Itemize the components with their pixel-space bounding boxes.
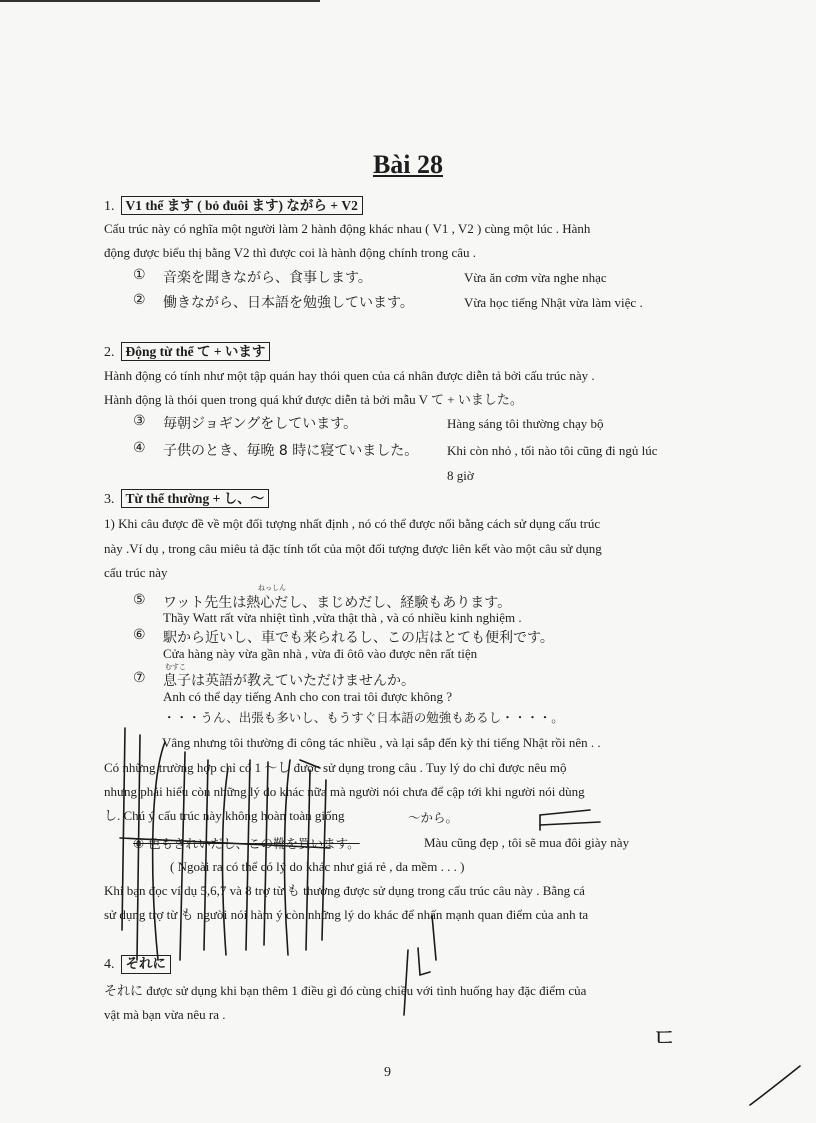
example-8-vi: Màu cũng đẹp , tôi sẽ mua đôi giày này: [424, 835, 630, 850]
section-2-number: 2.: [104, 345, 115, 360]
section-3-line-3: nhưng phải hiểu còn những lý do khác nữa mà người nói chưa để cập tới khi người nói dùng: [104, 784, 585, 799]
section-2-desc-1: Hành động có tính như một tập quán hay thói quen của cá nhân được diễn tả bởi cấu trúc này .: [104, 368, 595, 383]
pen-stroke: [122, 728, 125, 930]
section-4-line-1: それに được sử dụng khi bạn thêm 1 điều gì đó cùng chiều với tình huống hay đặc điểm của: [104, 983, 587, 998]
section-3-kara: ～から。: [408, 810, 459, 825]
example-5-number: ⑤: [133, 593, 146, 608]
section-3-desc-3: cấu trúc này: [104, 565, 168, 580]
pen-stroke: [540, 810, 590, 815]
example-3-vi: Hàng sáng tôi thường chạy bộ: [447, 416, 604, 431]
pen-stroke: [120, 838, 330, 848]
section-2-box: Động từ thể て + います: [121, 342, 271, 361]
margin-handwritten-mark: ㄷ: [652, 1024, 678, 1054]
pen-stroke: [322, 780, 326, 940]
example-4-vi: Khi còn nhỏ , tối nào tôi cũng đi ngủ lúc: [447, 443, 658, 458]
pen-stroke: [137, 735, 140, 960]
example-5-jp: ワット先生は熱心だし、まじめだし、経験もあります。: [163, 595, 512, 611]
pen-stroke: [264, 762, 268, 945]
section-2-desc-2: Hành động là thói quen trong quá khứ được diễn tả bởi mẫu V て + いました。: [104, 392, 523, 407]
example-7-reply-jp: ・・・うん、出張も多いし、もうすぐ日本語の勉強もあるし・・・・。: [163, 710, 564, 725]
pen-stroke: [540, 822, 600, 825]
section-1-desc-2: động được biểu thị bằng V2 thì được coi là hành động chính trong câu .: [104, 245, 477, 260]
section-4-box: それに: [121, 955, 172, 974]
pen-stroke: [404, 950, 408, 1015]
example-8-jp: ⑧ 色もきれいだし、この靴を買います。: [133, 836, 360, 851]
example-6-jp: 駅から近いし、車でも来られるし、この店はとても便利です。: [163, 630, 554, 646]
pen-stroke: [432, 915, 436, 960]
furigana-nesshin: ねっしん: [258, 584, 286, 592]
section-3-line-5: Khi bạn đọc ví dụ 5,6,7 và 8 trợ từ も thường được sử dụng trong cấu trúc câu này . Bằng cá: [104, 883, 585, 898]
pen-stroke: [180, 752, 185, 960]
example-2-jp: 働きながら、日本語を勉強しています。: [163, 295, 414, 311]
pen-stroke: [300, 760, 320, 768]
example-2-vi: Vừa học tiếng Nhật vừa làm việc .: [464, 295, 643, 310]
section-3-line-2: Có những trường hợp chỉ có 1 ～し được sử dụng trong câu . Tuy lý do chỉ được nêu mộ: [104, 760, 567, 775]
example-7-number: ⑦: [133, 671, 146, 686]
example-3-jp: 毎朝ジョギングをしています。: [163, 416, 358, 432]
pen-stroke: [223, 768, 229, 955]
section-3-line-1: Vâng nhưng tôi thường đi công tác nhiều , và lại sắp đến kỳ thi tiếng Nhật rồi nên . .: [162, 735, 601, 750]
section-3-box: Từ thể thường + し、～: [121, 489, 270, 508]
section-1-desc-1: Cấu trúc này có nghĩa một người làm 2 hành động khác nhau ( V1 , V2 ) cùng một lúc . Hành: [104, 221, 591, 236]
pen-stroke: [246, 760, 250, 950]
example-5-vi: Thầy Watt rất vừa nhiệt tình ,vừa thật thà , và có nhiều kinh nghiệm .: [163, 610, 522, 625]
pen-stroke: [750, 1066, 800, 1105]
example-6-vi: Cửa hàng này vừa gần nhà , vừa đi ôtô vào được nên rất tiện: [163, 646, 478, 661]
example-4-jp: 子供のとき、毎晩 8 時に寝ていました。: [163, 443, 419, 459]
pen-stroke: [418, 948, 430, 975]
example-1-vi: Vừa ăn cơm vừa nghe nhạc: [464, 270, 607, 285]
section-3-line-4: し. Chú ý cấu trúc này không hoàn toàn giống: [104, 808, 345, 823]
section-3-line-note: ( Ngoài ra có thể có lý do khác như giá rẻ , da mềm . . . ): [170, 859, 465, 874]
section-1-box: V1 thể ます ( bỏ đuôi ます) ながら + V2: [121, 196, 363, 215]
furigana-musuko: むすこ: [165, 663, 186, 671]
section-3-desc-2: này .Ví dụ , trong câu miêu tả đặc tính tốt của một đối tượng được liên kết vào một câu sử dụng: [104, 541, 602, 556]
example-1-number: ①: [133, 268, 146, 283]
section-1-number: 1.: [104, 199, 115, 214]
section-3-line-6: sử dụng trợ từ も người nói hàm ý còn những lý do khác để nhấn mạnh quan điểm của anh ta: [104, 907, 589, 922]
section-4-line-2: vật mà bạn vừa nêu ra .: [104, 1007, 226, 1022]
pen-stroke: [204, 760, 208, 950]
example-1-jp: 音楽を聞きながら、食事します。: [163, 270, 372, 286]
pen-stroke: [306, 770, 310, 950]
section-3-desc-1: 1) Khi câu được đề về một đối tượng nhất định , nó có thể được nối bằng cách sử dụng cấu trúc: [104, 516, 601, 531]
example-3-number: ③: [133, 414, 146, 429]
page-title: Bài 28: [372, 150, 444, 179]
pen-stroke: [285, 760, 291, 955]
example-7-jp: 息子は英語が教えていただけませんか。: [163, 673, 415, 689]
example-7-vi: Anh có thể dạy tiếng Anh cho con trai tôi được không ?: [163, 689, 453, 704]
example-4-vi-continued: 8 giờ: [447, 468, 474, 483]
section-3-number: 3.: [104, 492, 115, 507]
page-number: 9: [384, 1065, 391, 1080]
example-2-number: ②: [133, 293, 146, 308]
section-4-number: 4.: [104, 957, 115, 972]
example-6-number: ⑥: [133, 628, 146, 643]
example-4-number: ④: [133, 441, 146, 456]
pen-stroke: [153, 742, 165, 960]
